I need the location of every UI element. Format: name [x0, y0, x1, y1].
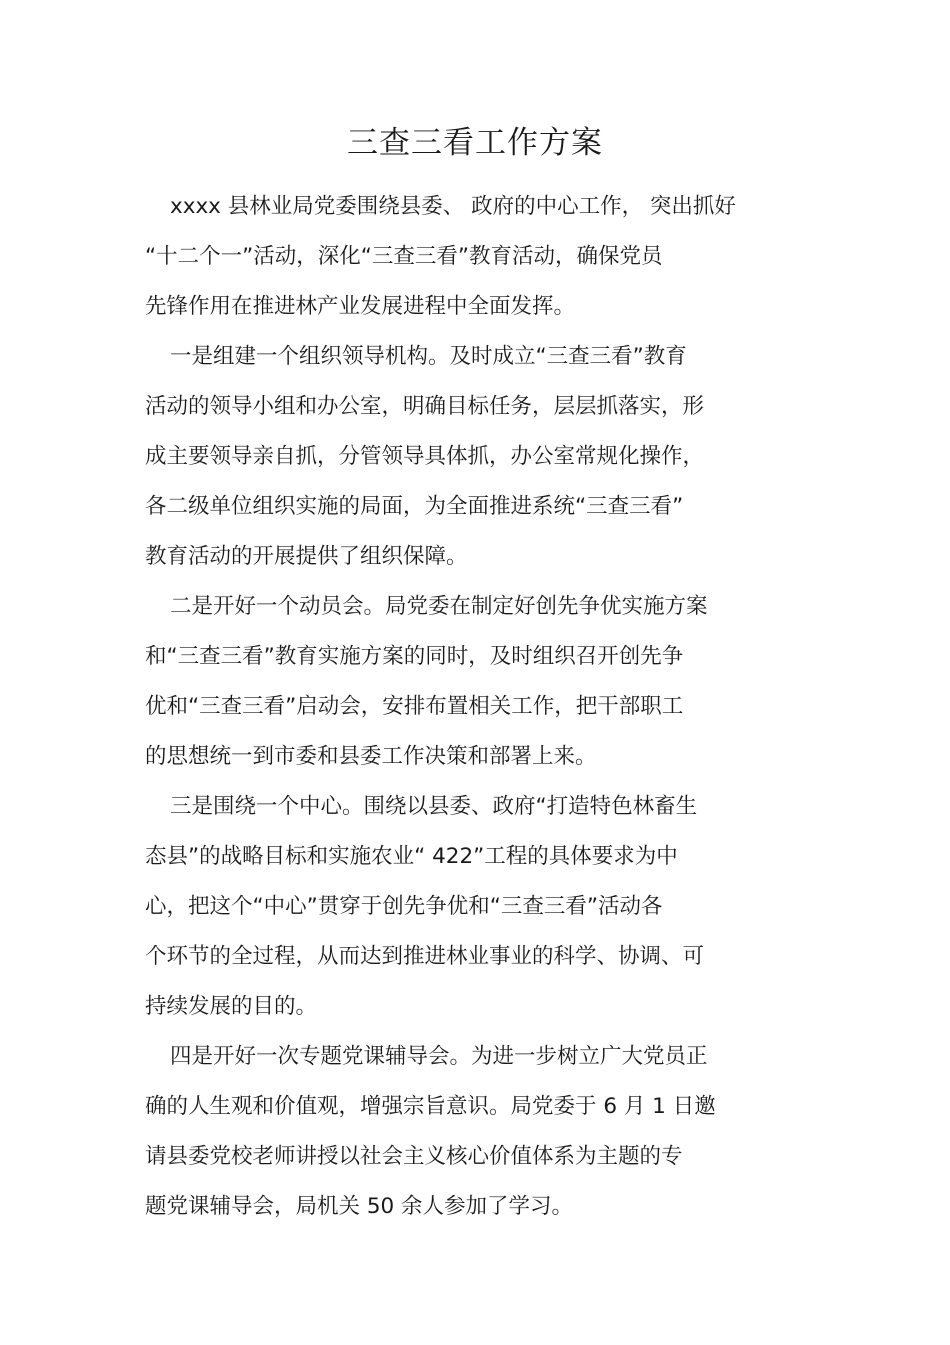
- paragraph-line: 一是组建一个组织领导机构。及时成立“三查三看”教育: [170, 344, 687, 369]
- paragraph-line: 三是围绕一个中心。围绕以县委、政府“打造特色林畜生: [170, 794, 698, 819]
- paragraph-line: 教育活动的开展提供了组织保障。: [145, 544, 468, 569]
- paragraph-line: 优和“三查三看”启动会，安排布置相关工作，把干部职工: [145, 694, 684, 719]
- paragraph-line: 态县”的战略目标和实施农业“ 422”工程的具体要求为中: [145, 844, 678, 869]
- paragraph-line: 四是开好一次专题党课辅导会。为进一步树立广大党员正: [170, 1044, 708, 1069]
- paragraph-line: 二是开好一个动员会。局党委在制定好创先争优实施方案: [170, 594, 708, 619]
- paragraph-line: 的思想统一到市委和县委工作决策和部署上来。: [145, 744, 597, 769]
- paragraph-line: 各二级单位组织实施的局面，为全面推进系统“三查三看”: [145, 494, 684, 519]
- paragraph-line: 请县委党校老师讲授以社会主义核心价值体系为主题的专: [145, 1144, 683, 1169]
- paragraph-line: 成主要领导亲自抓，分管领导具体抓，办公室常规化操作，: [145, 444, 705, 469]
- paragraph-line: 活动的领导小组和办公室，明确目标任务，层层抓落实，形: [145, 394, 705, 419]
- paragraph-line: 和“三查三看”教育实施方案的同时，及时组织召开创先争: [145, 644, 684, 669]
- document-title: 三查三看工作方案: [347, 125, 603, 161]
- paragraph-line: xxxx 县林业局党委围绕县委、 政府的中心工作， 突出抓好: [170, 194, 736, 219]
- paragraph-line: 持续发展的目的。: [145, 994, 318, 1019]
- paragraph-line: 题党课辅导会，局机关 50 余人参加了学习。: [145, 1194, 574, 1219]
- paragraph-line: 心，把这个“中心”贯穿于创先争优和“三查三看”活动各: [145, 894, 663, 919]
- paragraph-line: 确的人生观和价值观，增强宗旨意识。局党委于 6 月 1 日邀: [145, 1094, 716, 1119]
- paragraph-line: 先锋作用在推进林产业发展进程中全面发挥。: [145, 294, 576, 319]
- paragraph-line: “十二个一”活动，深化“三查三看”教育活动，确保党员: [145, 244, 663, 269]
- paragraph-line: 个环节的全过程，从而达到推进林业事业的科学、协调、可: [145, 944, 705, 969]
